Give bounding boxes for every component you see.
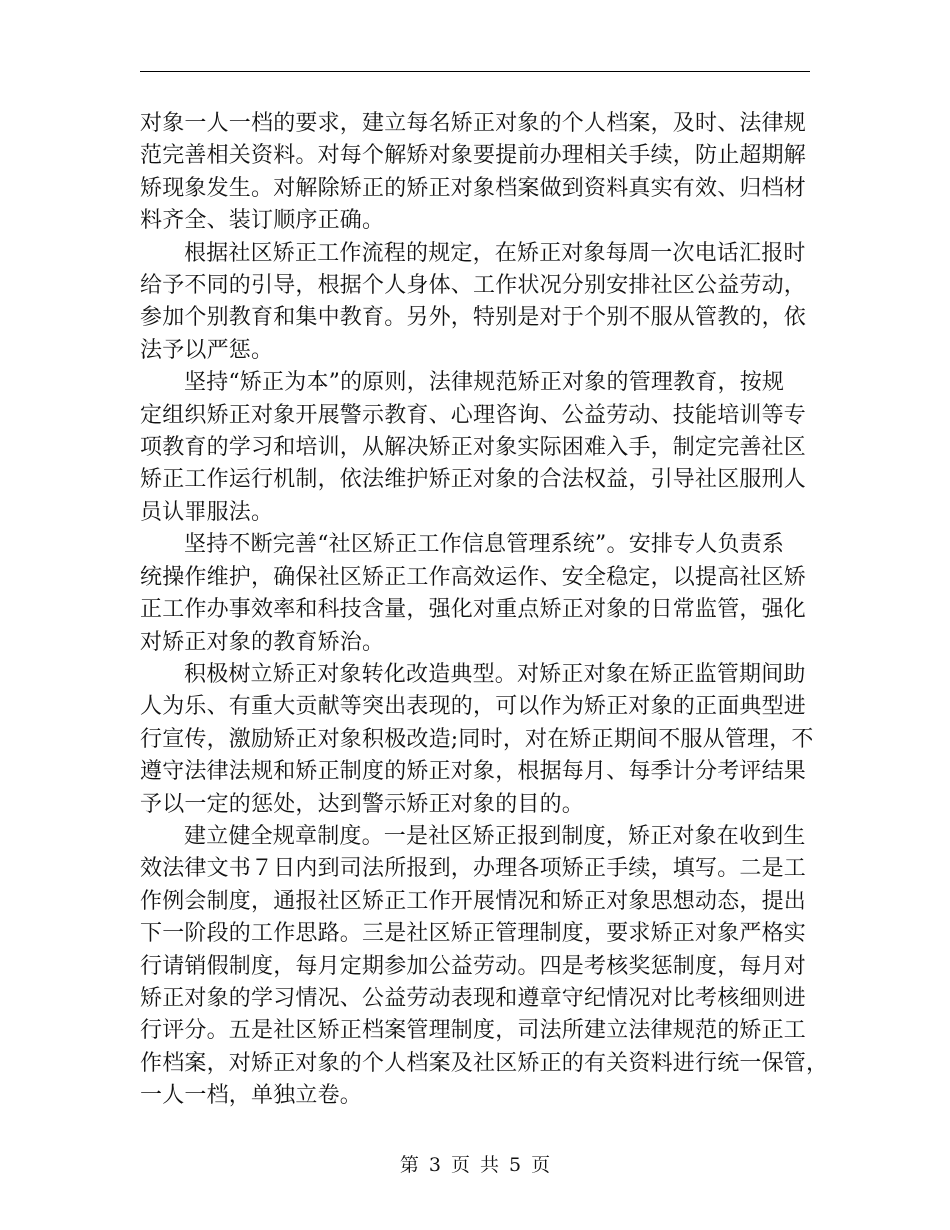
text-line: 对矫正对象的教育矫治。 <box>140 629 385 655</box>
text-line: 范完善相关资料。对每个解矫对象要提前办理相关手续，防止超期解 <box>140 143 807 169</box>
paragraph-6 <box>140 821 829 1113</box>
paragraph-4 <box>140 529 810 659</box>
text-line: 行评分。五是社区矫正档案管理制度，司法所建立法律规范的矫正工 <box>140 1018 807 1044</box>
paragraph-1 <box>140 108 810 238</box>
text-line: 行请销假制度，每月定期参加公益劳动。四是考核奖惩制度，每月对 <box>140 953 807 979</box>
text-line: 定组织矫正对象开展警示教育、心理咨询、公益劳动、技能培训等专 <box>140 402 807 428</box>
text-line: 积极树立矫正对象转化改造典型。对矫正对象在矫正监管期间助 <box>184 661 806 687</box>
text-line: 作档案，对矫正对象的个人档案及社区矫正的有关资料进行统一保管， <box>140 1050 829 1076</box>
text-line: 项教育的学习和培训，从解决矫正对象实际困难入手，制定完善社区 <box>140 435 807 461</box>
text-line: 建立健全规章制度。一是社区矫正报到制度，矫正对象在收到生 <box>184 823 806 849</box>
text-line: 法予以严惩。 <box>140 337 274 363</box>
text-line: 一人一档，单独立卷。 <box>140 1083 363 1109</box>
text-line: 员认罪服法。 <box>140 499 274 525</box>
paragraph-3 <box>140 367 810 529</box>
text-line: 正工作办事效率和科技含量，强化对重点矫正对象的日常监管，强化 <box>140 597 807 623</box>
text-line: 人为乐、有重大贡献等突出表现的，可以作为矫正对象的正面典型进 <box>140 694 807 720</box>
paragraph-5 <box>140 659 814 821</box>
text-line: 效法律文书７日内到司法所报到，办理各项矫正手续，填写。二是工 <box>140 856 807 882</box>
text-line: 矫正工作运行机制，依法维护矫正对象的合法权益，引导社区服刑人 <box>140 467 807 493</box>
text-line: 给予不同的引导，根据个人身体、工作状况分别安排社区公益劳动， <box>140 273 807 299</box>
text-line: 坚持“矫正为本”的原则，法律规范矫正对象的管理教育，按规 <box>184 370 785 396</box>
document-body <box>140 108 829 1113</box>
text-line: 坚持不断完善“社区矫正工作信息管理系统”。安排专人负责系 <box>184 532 785 558</box>
header-rule <box>140 71 810 72</box>
text-line: 对象一人一档的要求，建立每名矫正对象的个人档案，及时、法律规 <box>140 111 807 136</box>
paragraph-2 <box>140 238 810 368</box>
text-line: 统操作维护，确保社区矫正工作高效运作、安全稳定，以提高社区矫 <box>140 564 807 590</box>
page-number: 第 3 页 共 5 页 <box>399 1154 551 1176</box>
text-line: 遵守法律法规和矫正制度的矫正对象，根据每月、每季计分考评结果 <box>140 759 807 785</box>
text-line: 下一阶段的工作思路。三是社区矫正管理制度，要求矫正对象严格实 <box>140 921 807 947</box>
text-line: 行宣传，激励矫正对象积极改造;同时，对在矫正期间不服从管理，不 <box>140 726 814 752</box>
text-line: 作例会制度，通报社区矫正工作开展情况和矫正对象思想动态，提出 <box>140 888 807 914</box>
text-line: 矫正对象的学习情况、公益劳动表现和遵章守纪情况对比考核细则进 <box>140 985 807 1011</box>
text-line: 参加个别教育和集中教育。另外，特别是对于个别不服从管教的，依 <box>140 305 807 331</box>
text-line: 根据社区矫正工作流程的规定，在矫正对象每周一次电话汇报时 <box>184 240 806 266</box>
text-line: 予以一定的惩处，达到警示矫正对象的目的。 <box>140 791 585 817</box>
text-line: 料齐全、装订顺序正确。 <box>140 208 385 234</box>
text-line: 矫现象发生。对解除矫正的矫正对象档案做到资料真实有效、归档材 <box>140 175 807 201</box>
